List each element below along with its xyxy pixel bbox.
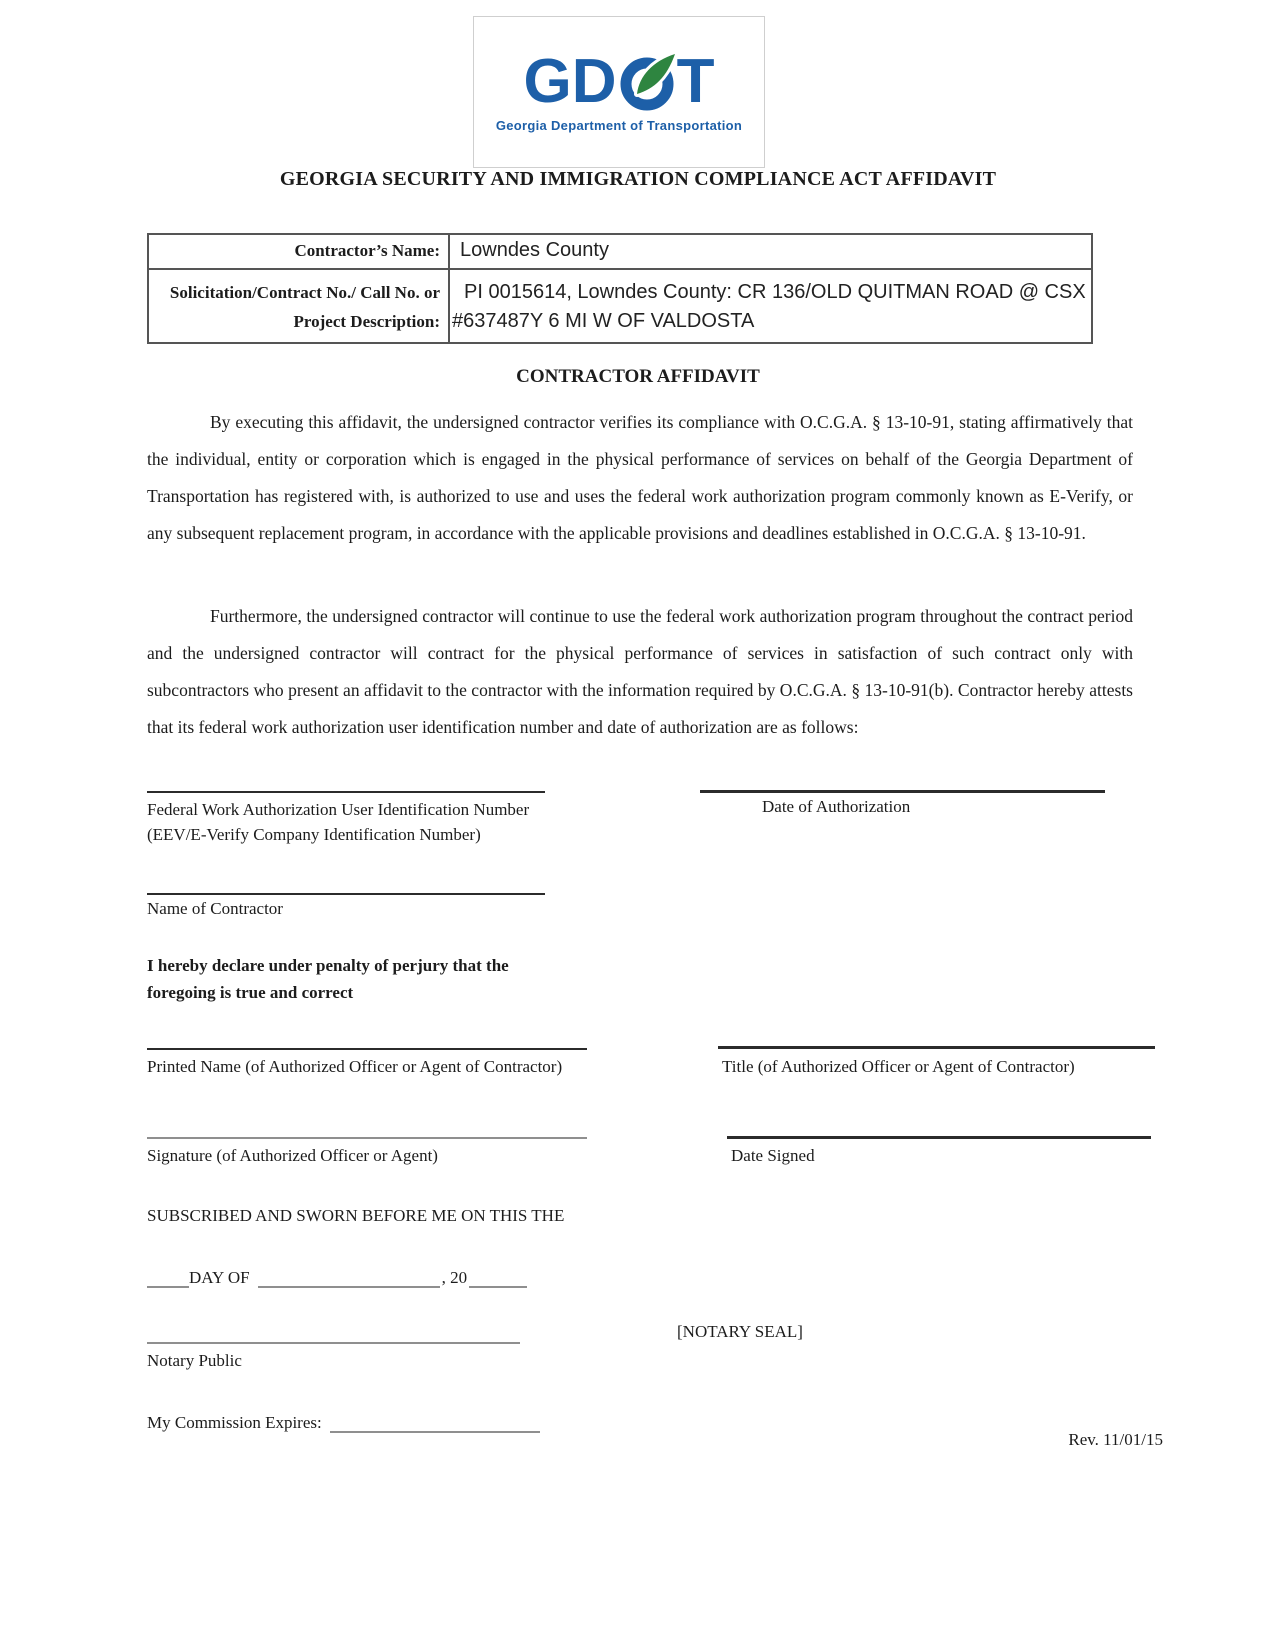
section-heading: CONTRACTOR AFFIDAVIT xyxy=(516,366,760,387)
contractor-name-value[interactable]: Lowndes County xyxy=(450,235,1091,270)
document-title: GEORGIA SECURITY AND IMMIGRATION COMPLIANCE ACT AFFIDAVIT xyxy=(279,168,997,190)
fed-auth-number-label xyxy=(147,797,529,847)
paragraph-compliance: By executing this affidavit, the undersigned contractor verifies its compliance with O.C.G.A. § 13-10-91, stating affirmatively that the individual, entity or corporation which is engaged in the physical performance of services on behalf of the Georgia Department of Transportation has registered with, is authorized to use and uses the federal work authorization program commonly known as E-Verify, or any subsequent replacement program, in accordance with the applicable provisions and deadlines established in O.C.G.A. § 13-10-91. xyxy=(147,412,1133,543)
name-of-contractor-label: Name of Contractor xyxy=(147,899,283,918)
subscribed-sworn-text: SUBSCRIBED AND SWORN BEFORE ME ON THIS THE xyxy=(147,1206,565,1225)
printed-name-label: Printed Name (of Authorized Officer or Agent of Contractor) xyxy=(147,1057,563,1076)
day-blank[interactable] xyxy=(147,1264,189,1288)
revision-label: Rev. 11/01/15 xyxy=(1068,1430,1163,1449)
commission-expires-label: My Commission Expires: xyxy=(147,1413,322,1432)
day-of-row xyxy=(147,1262,527,1288)
solicitation-value[interactable] xyxy=(450,270,1091,342)
solicitation-label xyxy=(149,270,450,342)
solicitation-label-line1: Solicitation/Contract No./ Call No. xyxy=(169,283,420,302)
fed-auth-number-line[interactable] xyxy=(147,791,545,793)
fed-auth-label-line1: Federal Work Authorization User Identification Number xyxy=(147,800,530,819)
signature-label: Signature (of Authorized Officer or Agent) xyxy=(147,1146,438,1165)
title-line[interactable] xyxy=(718,1046,1155,1049)
declaration-line1: I hereby declare under penalty of perjury that the xyxy=(147,956,509,975)
commission-expires-row xyxy=(147,1407,540,1433)
gdot-o-leaf-icon xyxy=(618,53,676,111)
perjury-declaration xyxy=(147,952,509,1006)
commission-expires-blank[interactable] xyxy=(330,1409,540,1433)
solicitation-label-line2: or Project Description: xyxy=(293,283,440,331)
solicitation-value-line1: PI 0015614, Lowndes County: CR 136/OLD QUITMAN ROAD @ CSX xyxy=(464,281,1086,303)
date-signed-line[interactable] xyxy=(727,1136,1151,1139)
gdot-letter-d: D xyxy=(571,47,617,116)
paragraph-furthermore: Furthermore, the undersigned contractor will continue to use the federal work authorization program throughout the contract period and the undersigned contractor will contract for the physical performance of services in satisfaction of such contract only with subcontractors who present an affidavit to the contractor with the information required by O.C.G.A. § 13-10-91(b). Contractor hereby attests that its federal work authorization user identification number and date of authorization are as follows: xyxy=(147,606,1133,737)
notary-public-label: Notary Public xyxy=(147,1351,242,1370)
contractor-info-table xyxy=(147,233,1093,344)
year-blank[interactable] xyxy=(469,1264,527,1288)
gdot-letter-g: G xyxy=(523,47,572,116)
fed-auth-label-line2: (EEV/E-Verify Company Identification Number) xyxy=(147,825,481,844)
solicitation-value-line2: #637487Y 6 MI W OF VALDOSTA xyxy=(452,310,755,332)
gdot-logo xyxy=(473,16,765,168)
printed-name-line[interactable] xyxy=(147,1048,587,1050)
date-of-authorization-label: Date of Authorization xyxy=(762,797,911,816)
gdot-letter-t: T xyxy=(676,47,715,116)
date-signed-label: Date Signed xyxy=(731,1146,815,1165)
gdot-subtitle: Georgia Department of Transportation xyxy=(495,118,743,133)
declaration-line2: foregoing is true and correct xyxy=(147,983,354,1002)
date-of-authorization-line[interactable] xyxy=(700,790,1105,793)
title-label: Title (of Authorized Officer or Agent of Contractor) xyxy=(722,1057,1075,1076)
contractor-name-label: Contractor’s Name: xyxy=(149,235,450,270)
day-of-label: DAY OF xyxy=(189,1268,250,1287)
gdot-wordmark xyxy=(523,47,715,116)
year-prefix: , 20 xyxy=(441,1268,468,1287)
month-blank[interactable] xyxy=(258,1264,440,1288)
signature-line[interactable] xyxy=(147,1137,587,1139)
name-of-contractor-line[interactable] xyxy=(147,893,545,895)
notary-public-line[interactable] xyxy=(147,1342,520,1344)
notary-seal-text: [NOTARY SEAL] xyxy=(677,1322,803,1341)
